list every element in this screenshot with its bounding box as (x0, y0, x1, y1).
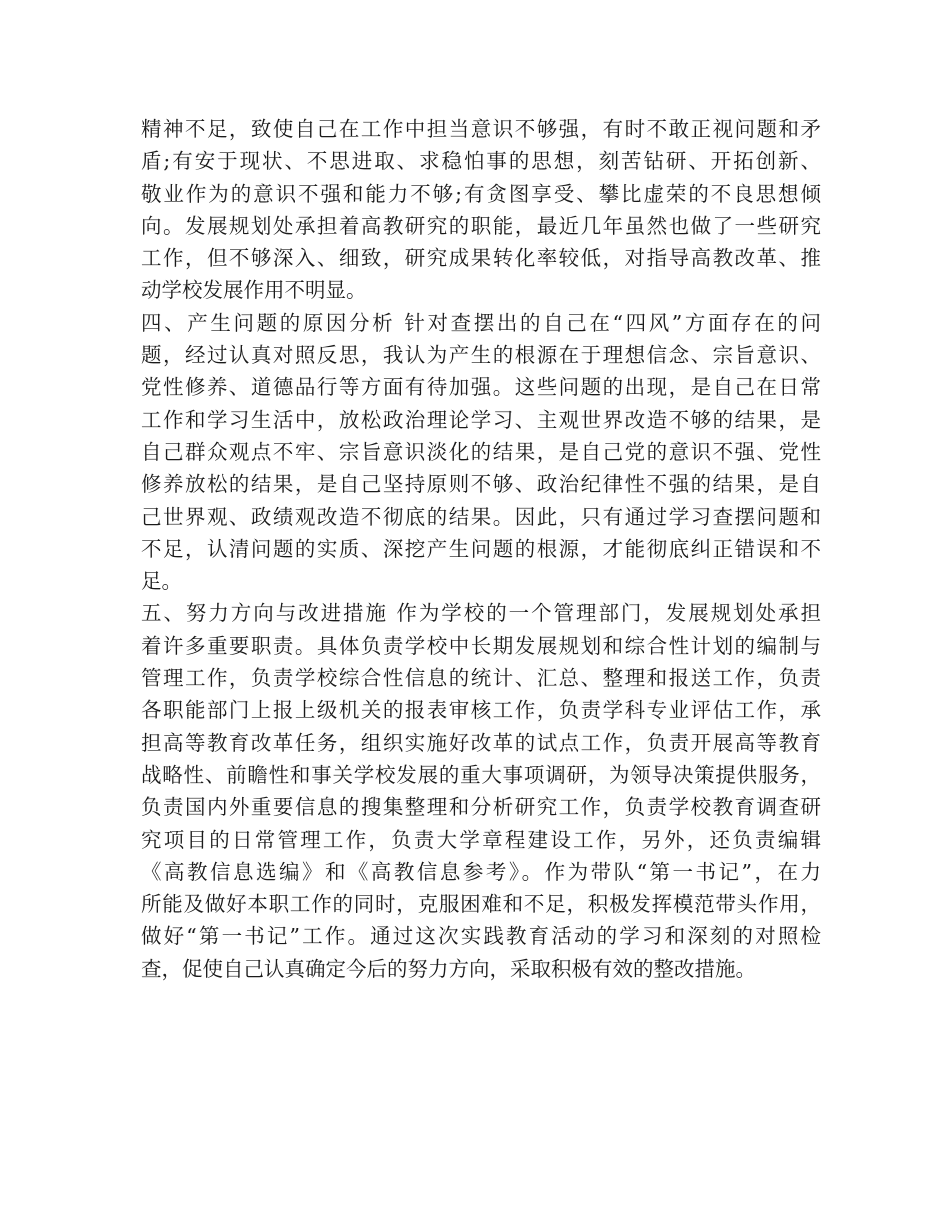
text-line: 《高教信息选编》和《高教信息参考》。作为带队“第一书记”，在力 (141, 859, 821, 884)
text-line: 做好“第一书记”工作。通过这次实践教育活动的学习和深刻的对照检 (141, 924, 821, 949)
text-line: 管理工作，负责学校综合性信息的统计、汇总、整理和报送工作，负责 (141, 666, 821, 691)
text-line: 负责国内外重要信息的搜集整理和分析研究工作，负责学校教育调查研 (141, 795, 821, 820)
text-line: 战略性、前瞻性和事关学校发展的重大事项调研，为领导决策提供服务， (141, 762, 821, 787)
text-line: 究项目的日常管理工作，负责大学章程建设工作，另外，还负责编辑 (141, 827, 821, 852)
text-line: 足。 (141, 569, 182, 594)
text-line: 工作和学习生活中，放松政治理论学习、主观世界改造不够的结果，是 (141, 407, 821, 432)
body-text (141, 113, 821, 985)
text-line: 题，经过认真对照反思，我认为产生的根源在于理想信念、宗旨意识、 (141, 343, 821, 368)
text-line: 担高等教育改革任务，组织实施好改革的试点工作，负责开展高等教育 (141, 730, 821, 755)
text-line: 修养放松的结果，是自己坚持原则不够、政治纪律性不强的结果，是自 (141, 472, 821, 497)
text-line: 党性修养、道德品行等方面有待加强。这些问题的出现，是自己在日常 (141, 375, 821, 400)
text-line: 向。发展规划处承担着高教研究的职能，最近几年虽然也做了一些研究 (141, 213, 821, 238)
text-line: 查，促使自己认真确定今后的努力方向，采取积极有效的整改措施。 (141, 956, 756, 981)
text-line: 自己群众观点不牢、宗旨意识淡化的结果，是自己党的意识不强、党性 (141, 439, 821, 464)
text-line: 敬业作为的意识不强和能力不够;有贪图享受、攀比虚荣的不良思想倾 (141, 181, 821, 206)
text-line: 工作，但不够深入、细致，研究成果转化率较低，对指导高教改革、推 (141, 246, 821, 271)
text-line: 四、产生问题的原因分析 针对查摆出的自己在“四风”方面存在的问 (141, 310, 821, 335)
text-line: 精神不足，致使自己在工作中担当意识不够强，有时不敢正视问题和矛 (141, 117, 821, 141)
text-line: 着许多重要职责。具体负责学校中长期发展规划和综合性计划的编制与 (141, 633, 821, 658)
text-line: 五、努力方向与改进措施 作为学校的一个管理部门，发展规划处承担 (141, 601, 821, 626)
text-line: 所能及做好本职工作的同时，克服困难和不足，积极发挥模范带头作用， (141, 892, 821, 917)
text-line: 不足，认清问题的实质、深挖产生问题的根源，才能彻底纠正错误和不 (141, 536, 821, 561)
text-line: 盾;有安于现状、不思进取、求稳怕事的思想，刻苦钻研、开拓创新、 (141, 149, 821, 174)
text-line: 动学校发展作用不明显。 (141, 278, 367, 303)
text-line: 各职能部门上报上级机关的报表审核工作，负责学科专业评估工作，承 (141, 698, 821, 723)
text-line: 己世界观、政绩观改造不彻底的结果。因此，只有通过学习查摆问题和 (141, 504, 821, 529)
